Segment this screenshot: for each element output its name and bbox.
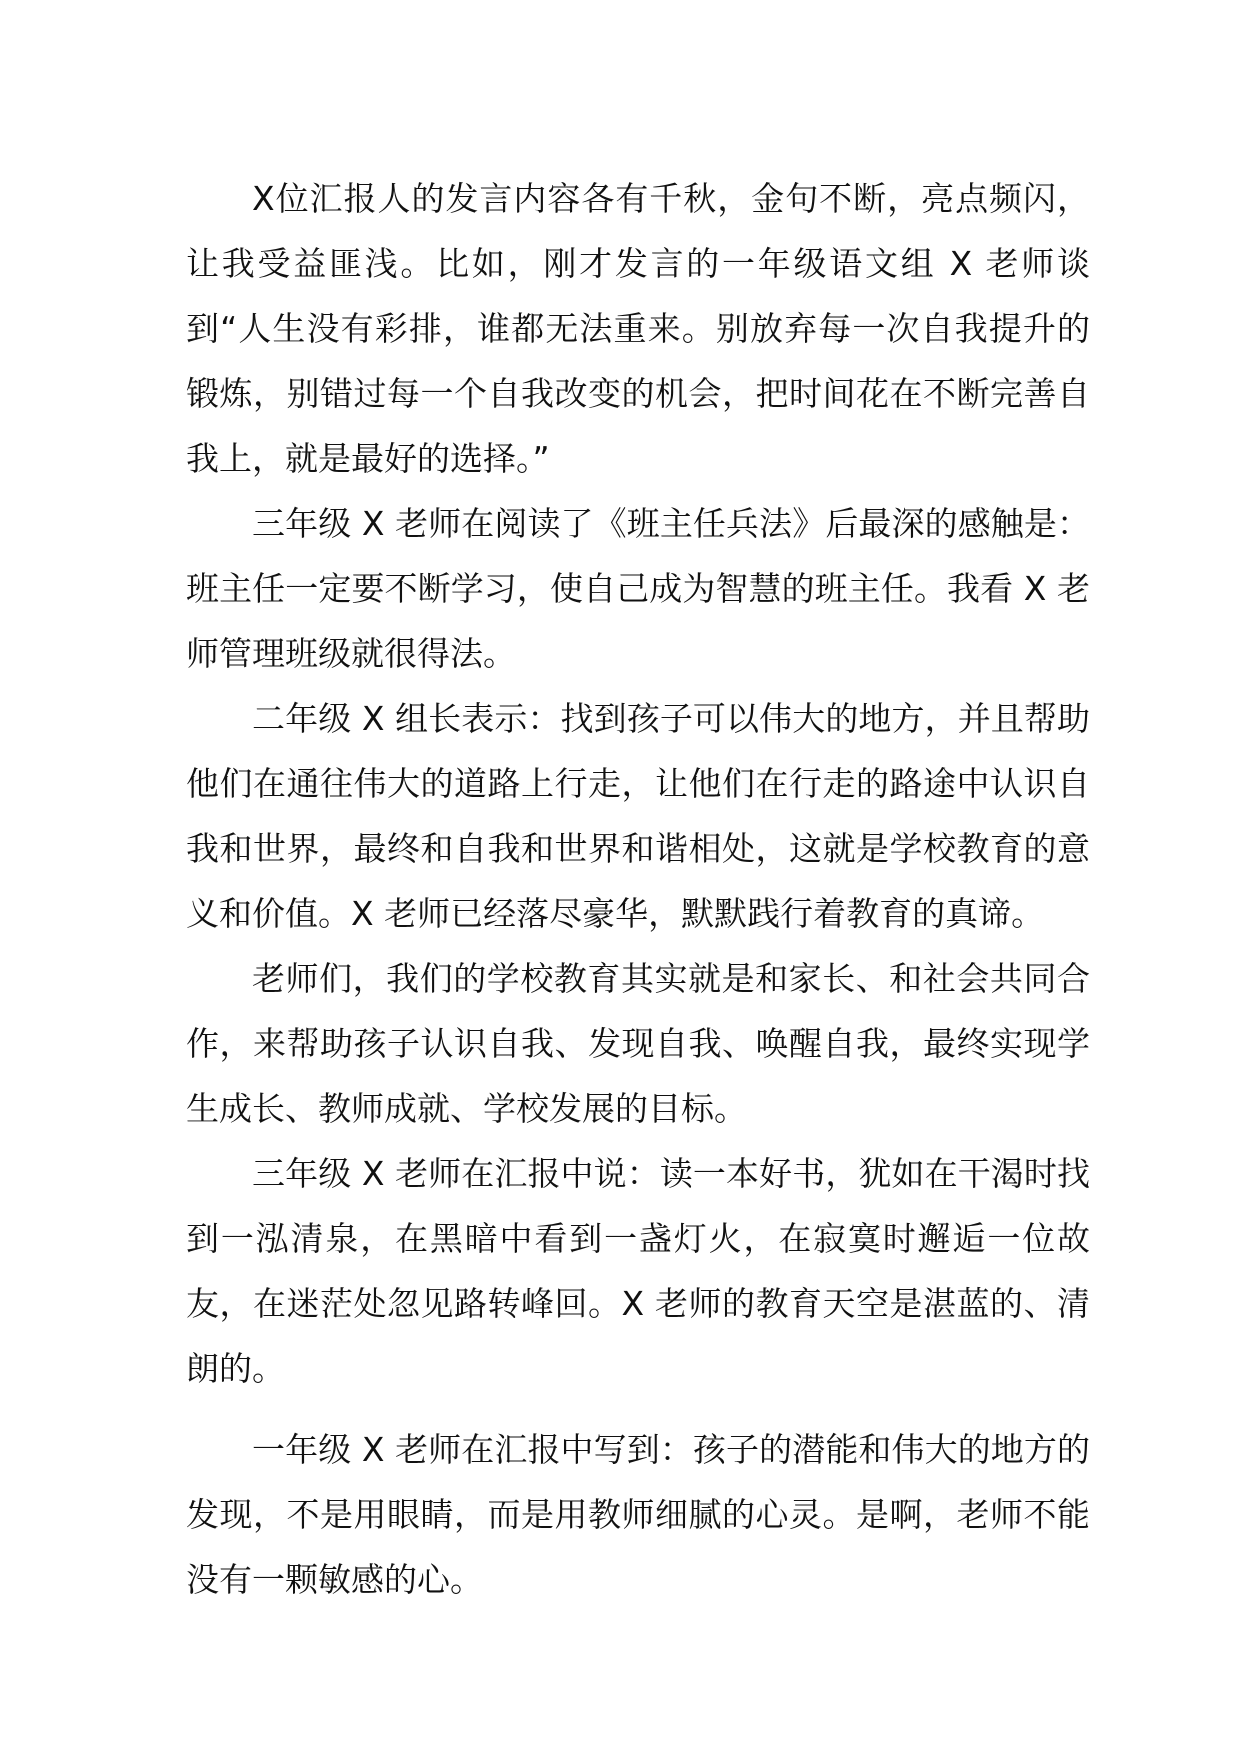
- paragraph-3: 二年级 X 组长表示：找到孩子可以伟大的地方，并且帮助他们在通往伟大的道路上行走，让他们在行走的路途中认识自我和世界，最终和自我和世界和谐相处，这就是学校教育的意义和价值。X 老师已经落尽豪华，默默践行着教育的真谛。: [186, 699, 1090, 933]
- document-body: [186, 166, 1090, 1612]
- paragraph-5: 三年级 X 老师在汇报中说：读一本好书，犹如在干渴时找到一泓清泉，在黑暗中看到一盏灯火，在寂寞时邂逅一位故友，在迷茫处忽见路转峰回。X 老师的教育天空是湛蓝的、清朗的。: [186, 1154, 1090, 1388]
- paragraph-4: 老师们，我们的学校教育其实就是和家长、和社会共同合作，来帮助孩子认识自我、发现自我、唤醒自我，最终实现学生成长、教师成就、学校发展的目标。: [186, 959, 1090, 1128]
- paragraph-1: X位汇报人的发言内容各有千秋，金句不断，亮点频闪，让我受益匪浅。比如，刚才发言的一年级语文组 X 老师谈到“人生没有彩排，谁都无法重来。别放弃每一次自我提升的锻炼，别错过每一个自我改变的机会，把时间花在不断完善自我上，就是最好的选择。”: [186, 179, 1090, 478]
- paragraph-2: 三年级 X 老师在阅读了《班主任兵法》后最深的感触是：班主任一定要不断学习，使自己成为智慧的班主任。我看 X 老师管理班级就很得法。: [186, 504, 1090, 673]
- paragraph-6: 一年级 X 老师在汇报中写到：孩子的潜能和伟大的地方的发现，不是用眼睛，而是用教师细腻的心灵。是啊，老师不能没有一颗敏感的心。: [186, 1430, 1090, 1599]
